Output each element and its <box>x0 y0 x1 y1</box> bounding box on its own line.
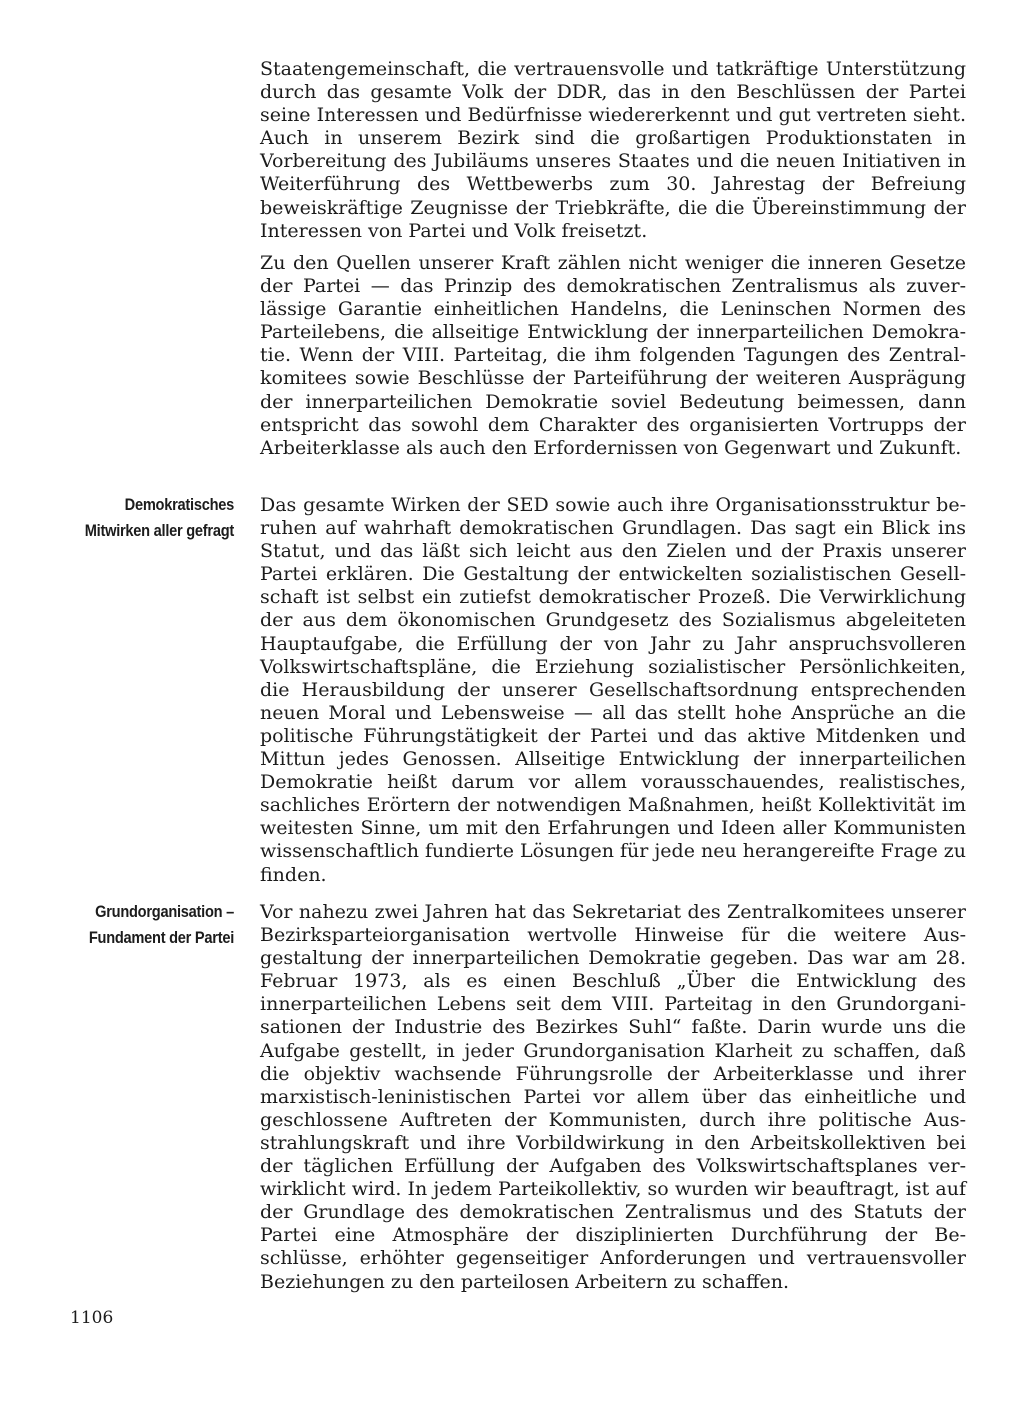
paragraph: Zu den Quellen unserer Kraft zählen nicht weniger die inneren Gesetze der Partei — das Prinzip des demokratischen Zentralismus als zuverlässige Garantie einheitlichen Handelns, die Leninschen Normen des Parteilebens, die allseitige Entwicklung der innerparteilichen Demokratie. Wenn der VIII. Parteitag, die ihm folgenden Tagungen des Zentralkomitees sowie Beschlüsse der Parteiführung der weiteren Ausprägung der innerparteilichen Demokratie soviel Bedeutung beimessen, dann entspricht das sowohl dem Charakter des organisierten Vortrupps der Arbeiterklasse als auch den Erfordernissen von Gegenwart und Zukunft. <box>260 252 966 459</box>
marginal-heading-democratic-participation <box>45 492 234 544</box>
heading-line: Fundament der Partei <box>88 928 234 947</box>
heading-line: Mitwirken aller gefragt <box>84 521 234 540</box>
paragraph-block <box>260 252 966 460</box>
paragraph: Das gesamte Wirken der SED sowie auch ihre Organisationsstruktur beruhen auf wahrhaft demokratischen Grundlagen. Das sagt ein Blick ins Statut, und das läßt sich leicht aus den Zielen und der Praxis unserer Partei erklären. Die Gestaltung der entwickelten sozialistischen Gesellschaft ist selbst ein zutiefst demokratischer Prozeß. Die Verwirklichung der aus dem ökonomischen Grundgesetz des Sozialismus abgeleiteten Hauptaufgabe, die Erfüllung der von Jahr zu Jahr anspruchsvolleren Volkswirtschaftspläne, die Erziehung sozialistischer Persönlichkeiten, die Herausbildung der unserer Gesellschaftsordnung entsprechenden neuen Moral und Lebensweise — all das stellt hohe Ansprüche an die politische Führungstätigkeit der Partei und das aktive Mitdenken und Mittun jedes Genossen. Allseitige Entwicklung der innerparteilichen Demokratie heißt darum vor allem vorausschauendes, realistisches, sachliches Erörtern der notwendigen Maßnahmen, heißt Kollektivität im weitesten Sinne, um mit den Erfahrungen und Ideen aller Kommunisten wissenschaftlich fundierte Lösungen für jede neu herangereifte Frage zu finden. <box>260 494 966 886</box>
paragraph-block <box>260 494 966 887</box>
page-number: 1106 <box>70 1308 114 1328</box>
paragraph: Vor nahezu zwei Jahren hat das Sekretariat des Zentralkomitees unserer Bezirksparteiorganisation wertvolle Hinweise für die weitere Ausgestaltung der innerparteilichen Demokratie gegeben. Das war am 28. Februar 1973, als es einen Beschluß „Über die Entwicklung des innerparteilichen Lebens seit dem VIII. Parteitag in den Grundorganisationen der Industrie des Bezirkes Suhl“ faßte. Darin wurde uns die Aufgabe gestellt, in jeder Grundorganisation Klarheit zu schaffen, daß die objektiv wachsende Führungsrolle der Arbeiterklasse und ihrer marxistisch-leninistischen Partei vor allem über das einheitliche und geschlossene Auftreten der Kommunisten, durch ihre politische Ausstrahlungskraft und ihre Vorbildwirkung in den Arbeitskollektiven bei der täglichen Erfüllung der Aufgaben des Volkswirtschaftsplanes verwirklicht wird. In jedem Parteikollektiv, so wurden wir beauftragt, ist auf der Grundlage des demokratischen Zentralismus und des Statuts der Partei eine Atmosphäre der disziplinierten Durchführung der Beschlüsse, erhöhter gegenseitiger Anforderungen und vertrauensvoller Beziehungen zu den parteilosen Arbeitern zu schaffen. <box>260 901 966 1293</box>
paragraph-block <box>260 901 966 1294</box>
paragraph: Staatengemeinschaft, die vertrauensvolle und tatkräftige Unterstützung durch das gesamte Volk der DDR, das in den Beschlüssen der Partei seine Interessen und Bedürfnisse wiedererkennt und gut vertreten sieht. Auch in unserem Bezirk sind die großartigen Produktionstaten in Vorbereitung des Jubiläums unseres Staates und die neuen Initiativen in Weiterführung des Wettbewerbs zum 30. Jahrestag der Befreiung beweiskräftige Zeugnisse der Triebkräfte, die die Übereinstimmung der Interessen von Partei und Volk freisetzt. <box>260 58 966 242</box>
heading-line: Grundorganisation – <box>95 902 234 921</box>
heading-line: Demokratisches <box>124 495 234 514</box>
paragraph-block <box>260 58 966 243</box>
marginal-heading-basic-organisation <box>45 899 234 951</box>
